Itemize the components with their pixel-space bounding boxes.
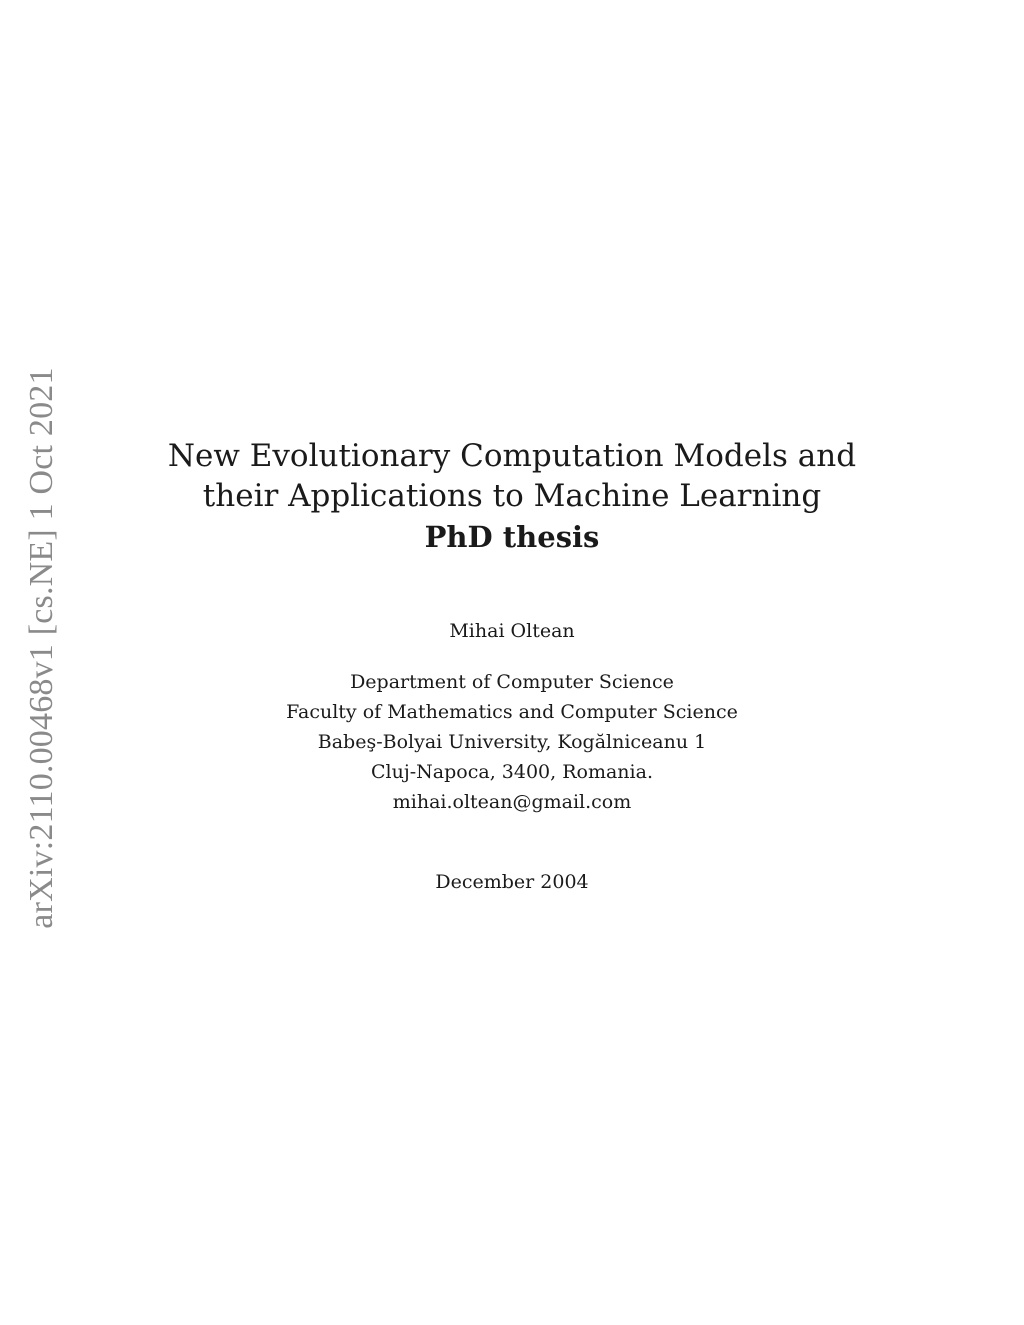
title-line-1: New Evolutionary Computation Models and [167, 438, 857, 474]
author-email: mihai.oltean@gmail.com [392, 791, 632, 813]
publication-date: December 2004 [435, 871, 589, 893]
faculty: Faculty of Mathematics and Computer Science [286, 701, 738, 723]
affiliation-block [0, 667, 1024, 817]
university-address: Babeş-Bolyai University, Kogălniceanu 1 [317, 731, 707, 753]
title-block [0, 436, 1024, 558]
thesis-type-label: PhD thesis [424, 520, 600, 554]
author-name: Mihai Oltean [449, 620, 575, 642]
city-address: Cluj-Napoca, 3400, Romania. [371, 761, 653, 783]
title-line-2: their Applications to Machine Learning [202, 478, 822, 514]
department: Department of Computer Science [350, 671, 674, 693]
arxiv-identifier-stamp: arXiv:2110.00468v1 [cs.NE] 1 Oct 2021 [23, 367, 60, 929]
